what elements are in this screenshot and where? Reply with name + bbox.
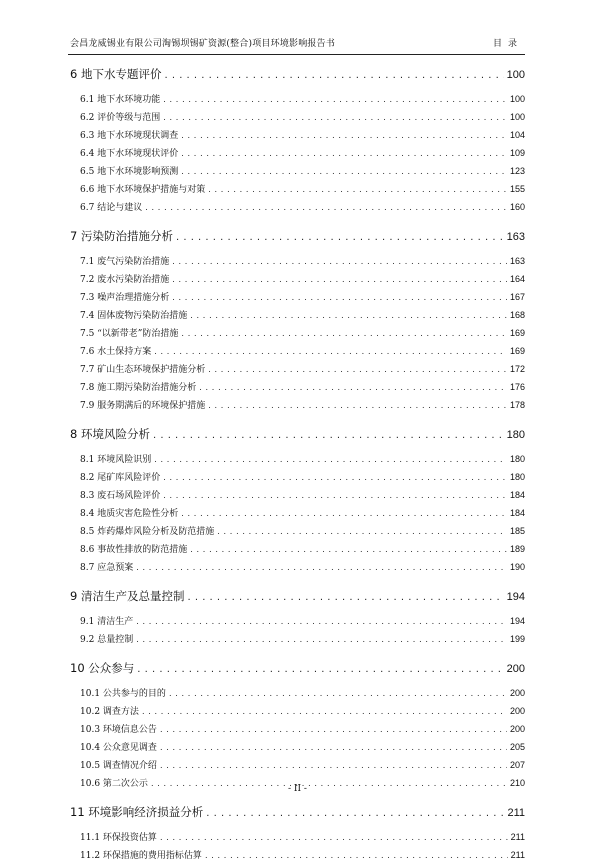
toc-section-title [80,182,205,195]
toc-section-text: 公众意见调查 [102,743,157,753]
toc-chapter-number: 8 [70,427,78,441]
toc-section-text: 尾矿库风险评价 [97,473,161,483]
toc-section-entry[interactable] [70,848,525,866]
toc-chapter-text: 公众参与 [88,661,135,675]
toc-section-text: 清洁生产 [97,617,134,627]
toc-chapter-title [70,66,161,82]
toc-section-page: 184 [509,508,525,518]
dot-leader [172,257,507,266]
toc-section-title [80,254,169,267]
toc-section-page: 210 [509,778,525,788]
toc-section-page: 168 [509,310,525,320]
table-of-contents [70,66,525,866]
dot-leader [163,113,507,122]
toc-chapter-text: 环境风险分析 [80,427,150,441]
toc-section-page: 194 [509,616,525,626]
toc-section-number: 8.2 [80,473,95,483]
toc-section-number: 10.3 [80,725,101,735]
toc-section-entry[interactable] [70,452,525,470]
toc-section-text: 应急预案 [97,563,134,573]
toc-section-title [80,830,157,843]
toc-section-number: 6.3 [80,131,95,141]
toc-section-entry[interactable] [70,632,525,650]
toc-section-title [80,272,169,285]
toc-section-text: 地下水环境保护措施与对策 [97,185,206,195]
toc-section-title [80,542,187,555]
document-title: 会昌龙威锡业有限公司淘锡坝锡矿资源(整合)项目环境影响报告书 [70,39,336,49]
toc-section-entry[interactable] [70,164,525,182]
toc-chapter-number: 9 [70,589,78,603]
toc-section-page: 205 [509,742,525,752]
page-number: - II - [288,784,307,794]
dot-leader [206,808,504,819]
toc-section-text: 结论与建议 [97,203,143,213]
toc-section-text: 地下水环境功能 [97,95,161,105]
toc-chapter-block [70,660,525,794]
dot-leader [153,430,504,441]
toc-section-page: 211 [510,850,525,860]
toc-section-entry[interactable] [70,344,525,362]
dot-leader [190,545,507,554]
toc-section-title [80,506,178,519]
toc-section-number: 10.4 [80,743,101,753]
dot-leader [172,293,507,302]
dot-leader [208,365,507,374]
toc-section-number: 8.7 [80,563,95,573]
toc-chapter-number: 7 [70,229,78,243]
dot-leader [187,592,503,603]
toc-chapter-page: 194 [506,591,525,603]
toc-chapter-entry[interactable] [70,660,525,680]
toc-section-number: 7.2 [80,275,95,285]
page-header [70,36,523,50]
toc-section-entry[interactable] [70,686,525,704]
toc-section-number: 6.6 [80,185,95,195]
dot-leader [208,185,507,194]
toc-chapter-title [70,804,203,820]
dot-leader [136,635,507,644]
toc-chapter-entry[interactable] [70,426,525,446]
toc-section-text: 事故性排放的防范措施 [97,545,188,555]
dot-leader [181,167,507,176]
toc-chapter-text: 清洁生产及总量控制 [80,589,185,603]
dot-leader [169,689,507,698]
toc-section-text: 固体废物污染防治措施 [97,311,188,321]
toc-section-text: 地下水环境影响预测 [97,167,179,177]
toc-chapter-title [70,228,173,244]
toc-section-title [80,128,178,141]
toc-section-title [80,308,187,321]
dot-leader [136,563,507,572]
toc-section-title [80,110,160,123]
toc-section-entry[interactable] [70,200,525,218]
toc-chapter-number: 11 [70,805,85,819]
toc-section-text: 评价等级与范围 [97,113,161,123]
toc-section-entry[interactable] [70,128,525,146]
toc-section-number: 10.1 [80,689,101,699]
toc-section-entry[interactable] [70,254,525,272]
dot-leader [154,347,507,356]
dot-leader [142,707,507,716]
toc-section-page: 200 [509,724,525,734]
toc-section-text: 调查方法 [102,707,139,717]
toc-section-text: 环保投资估算 [102,833,157,843]
toc-section-page: 160 [509,202,525,212]
toc-section-text: 环境风险识别 [97,455,152,465]
header-rule [68,54,525,55]
toc-section-text: 环境信息公告 [102,725,157,735]
toc-section-entry[interactable] [70,740,525,758]
toc-section-text: 第二次公示 [102,779,148,789]
toc-section-title [80,470,160,483]
toc-section-title [80,686,166,699]
toc-section-text: 总量控制 [97,635,134,645]
toc-section-number: 10.6 [80,779,101,789]
toc-section-title [80,758,157,771]
toc-section-number: 8.1 [80,455,95,465]
toc-section-entry[interactable] [70,290,525,308]
toc-section-title [80,92,160,105]
toc-section-title [80,452,151,465]
toc-section-entry[interactable] [70,614,525,632]
toc-chapter-number: 6 [70,67,78,81]
toc-section-title [80,362,205,375]
toc-section-entry[interactable] [70,182,525,200]
toc-chapter-page: 163 [506,231,525,243]
toc-section-text: “以新带老”防治措施 [97,329,179,339]
toc-section-text: 服务期满后的环境保护措施 [97,401,206,411]
toc-section-number: 11.2 [80,851,101,861]
toc-section-number: 7.7 [80,365,95,375]
toc-chapter-block [70,588,525,650]
toc-section-page: 155 [509,184,525,194]
toc-section-text: 炸药爆炸风险分析及防范措施 [97,527,215,537]
toc-section-entry[interactable] [70,326,525,344]
toc-section-entry[interactable] [70,398,525,416]
toc-section-number: 7.3 [80,293,95,303]
toc-section-text: 公共参与的目的 [102,689,166,699]
toc-section-text: 地下水环境现状调查 [97,131,179,141]
toc-section-entry[interactable] [70,704,525,722]
toc-chapter-page: 180 [506,429,525,441]
dot-leader [163,491,507,500]
toc-section-number: 7.4 [80,311,95,321]
section-label: 目录 [492,39,523,49]
toc-section-page: 189 [509,544,525,554]
toc-chapter-block [70,228,525,416]
toc-section-entry[interactable] [70,506,525,524]
toc-section-entry[interactable] [70,488,525,506]
toc-section-entry[interactable] [70,308,525,326]
toc-section-text: 废水污染防治措施 [97,275,170,285]
toc-section-page: 100 [509,112,525,122]
dot-leader [137,664,503,675]
toc-section-title [80,380,196,393]
toc-section-text: 地下水环境现状评价 [97,149,179,159]
toc-section-number: 10.2 [80,707,101,717]
toc-section-text: 矿山生态环境保护措施分析 [97,365,206,375]
toc-section-page: 199 [509,634,525,644]
toc-chapter-title [70,426,150,442]
toc-chapter-entry[interactable] [70,228,525,248]
toc-section-title [80,146,178,159]
toc-section-page: 163 [509,256,525,266]
toc-section-title [80,614,133,627]
toc-section-text: 调查情况介绍 [102,761,157,771]
toc-section-entry[interactable] [70,92,525,110]
toc-section-number: 8.4 [80,509,95,519]
toc-section-entry[interactable] [70,722,525,740]
toc-section-entry[interactable] [70,362,525,380]
toc-section-number: 10.5 [80,761,101,771]
dot-leader [136,617,507,626]
dot-leader [160,743,507,752]
toc-chapter-block [70,66,525,218]
toc-section-title [80,632,133,645]
toc-section-entry[interactable] [70,830,525,848]
dot-leader [145,203,507,212]
toc-section-number: 6.4 [80,149,95,159]
toc-section-page: 169 [509,328,525,338]
toc-section-entry[interactable] [70,272,525,290]
toc-chapter-title [70,588,184,604]
toc-section-text: 废气污染防治措施 [97,257,170,267]
toc-section-page: 200 [509,706,525,716]
toc-chapter-page: 211 [507,807,525,819]
toc-chapter-title [70,660,134,676]
toc-section-title [80,488,160,501]
toc-section-page: 190 [509,562,525,572]
toc-section-page: 100 [509,94,525,104]
toc-section-number: 6.5 [80,167,95,177]
toc-section-entry[interactable] [70,110,525,128]
dot-leader [199,383,507,392]
toc-section-title [80,560,133,573]
toc-section-entry[interactable] [70,560,525,578]
toc-section-title [80,740,157,753]
toc-section-title [80,848,202,861]
toc-section-number: 7.8 [80,383,95,393]
toc-section-number: 9.1 [80,617,95,627]
toc-section-number: 7.1 [80,257,95,267]
toc-section-title [80,326,178,339]
toc-section-text: 环保措施的费用指标估算 [102,851,202,861]
toc-chapter-text: 地下水专题评价 [80,67,162,81]
toc-section-page: 172 [509,364,525,374]
dot-leader [190,311,507,320]
toc-section-text: 地质灾害危险性分析 [97,509,179,519]
toc-section-text: 噪声治理措施分析 [97,293,170,303]
toc-section-page: 169 [509,346,525,356]
dot-leader [164,70,503,81]
toc-section-text: 施工期污染防治措施分析 [97,383,197,393]
dot-leader [160,761,507,770]
toc-section-page: 184 [509,490,525,500]
toc-chapter-entry[interactable] [70,804,525,824]
toc-section-number: 7.9 [80,401,95,411]
toc-section-page: 178 [509,400,525,410]
toc-section-title [80,398,205,411]
toc-section-page: 164 [509,274,525,284]
toc-section-entry[interactable] [70,542,525,560]
toc-section-number: 6.1 [80,95,95,105]
toc-section-number: 6.2 [80,113,95,123]
toc-chapter-number: 10 [70,661,85,675]
toc-section-number: 8.6 [80,545,95,555]
dot-leader [163,95,507,104]
toc-section-number: 8.3 [80,491,95,501]
toc-section-entry[interactable] [70,380,525,398]
dot-leader [181,509,507,518]
dot-leader [217,527,507,536]
dot-leader [163,473,507,482]
toc-section-title [80,524,214,537]
toc-chapter-entry[interactable] [70,588,525,608]
toc-section-page: 123 [509,166,525,176]
toc-section-number: 11.1 [80,833,101,843]
dot-leader [181,131,507,140]
toc-section-page: 180 [509,472,525,482]
toc-section-title [80,722,157,735]
toc-section-page: 180 [509,454,525,464]
dot-leader [160,725,507,734]
toc-section-entry[interactable] [70,146,525,164]
toc-section-entry[interactable] [70,758,525,776]
toc-section-title [80,164,178,177]
toc-section-title [80,200,142,213]
toc-section-number: 7.6 [80,347,95,357]
toc-section-text: 水土保持方案 [97,347,152,357]
dot-leader [176,232,504,243]
toc-section-page: 207 [509,760,525,770]
toc-section-page: 167 [509,292,525,302]
toc-section-title [80,344,151,357]
toc-chapter-text: 污染防治措施分析 [80,229,173,243]
toc-section-number: 6.7 [80,203,95,213]
toc-section-title [80,704,139,717]
toc-chapter-page: 200 [506,663,525,675]
dot-leader [154,455,507,464]
dot-leader [208,401,507,410]
toc-chapter-page: 100 [506,69,525,81]
toc-section-number: 7.5 [80,329,95,339]
dot-leader [205,851,508,860]
toc-chapter-block [70,804,525,866]
toc-section-entry[interactable] [70,470,525,488]
dot-leader [181,149,507,158]
toc-section-text: 废石场风险评价 [97,491,161,501]
toc-chapter-block [70,426,525,578]
toc-section-title [80,290,169,303]
toc-section-page: 185 [509,526,525,536]
toc-section-page: 109 [509,148,525,158]
toc-section-number: 9.2 [80,635,95,645]
toc-section-page: 176 [509,382,525,392]
toc-chapter-text: 环境影响经济损益分析 [88,805,204,819]
toc-chapter-entry[interactable] [70,66,525,86]
dot-leader [181,329,507,338]
toc-section-page: 200 [509,688,525,698]
toc-section-number: 8.5 [80,527,95,537]
toc-section-page: 104 [509,130,525,140]
toc-section-page: 211 [510,832,525,842]
dot-leader [172,275,507,284]
toc-section-entry[interactable] [70,524,525,542]
